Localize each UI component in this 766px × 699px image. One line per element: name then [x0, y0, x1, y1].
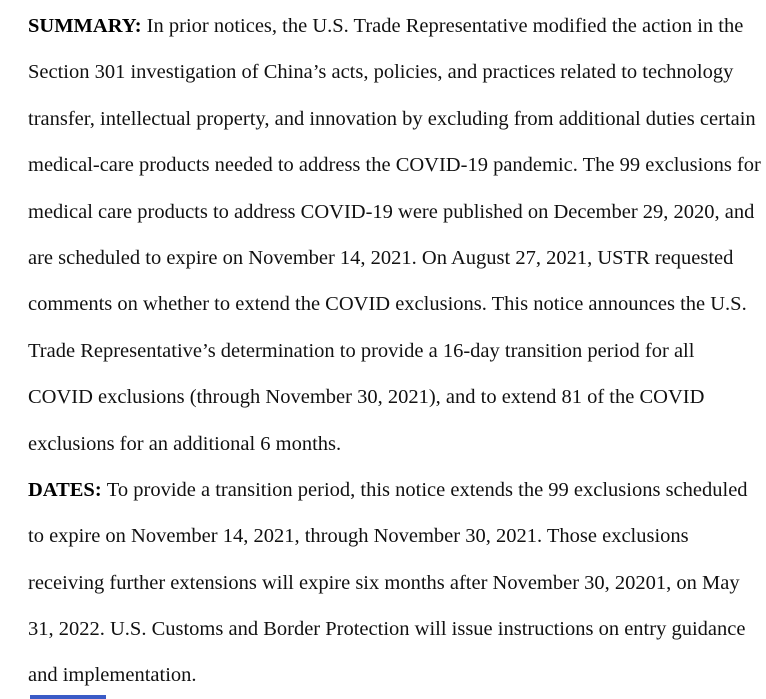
document-line: Section 301 investigation of China’s acts, policies, and practices related to technology: [28, 61, 734, 84]
document-line: medical-care products needed to address the COVID-19 pandemic. The 99 exclusions for: [28, 154, 761, 177]
summary-line-text: In prior notices, the U.S. Trade Representative modified the action in the: [146, 15, 744, 37]
document-line: medical care products to address COVID-19 were published on December 29, 2020, and: [28, 200, 755, 223]
document-line: Trade Representative’s determination to provide a 16-day transition period for all: [28, 339, 695, 362]
document-line: COVID exclusions (through November 30, 2021), and to extend 81 of the COVID: [28, 386, 705, 409]
document-line: [28, 3, 744, 49]
dates-label: DATES:: [28, 478, 102, 501]
document-line: comments on whether to extend the COVID exclusions. This notice announces the U.S.: [28, 293, 747, 316]
document-line: are scheduled to expire on November 14, 2021. On August 27, 2021, USTR requested: [28, 246, 734, 269]
document-line: [28, 467, 748, 513]
document-line: exclusions for an additional 6 months.: [28, 432, 342, 455]
document-line: and implementation.: [28, 664, 197, 687]
document-line: receiving further extensions will expire six months after November 30, 20201, on May: [28, 571, 740, 594]
document-line: transfer, intellectual property, and innovation by excluding from additional duties certain: [28, 107, 756, 130]
clipped-hyperlink-top-edge[interactable]: [30, 695, 106, 699]
document-line: to expire on November 14, 2021, through November 30, 2021. Those exclusions: [28, 525, 689, 548]
document-line: 31, 2022. U.S. Customs and Border Protection will issue instructions on entry guidance: [28, 618, 746, 641]
dates-line-text: To provide a transition period, this notice extends the 99 exclusions scheduled: [106, 478, 748, 501]
summary-paragraph: [28, 3, 761, 467]
summary-label: SUMMARY:: [28, 15, 142, 37]
dates-paragraph: [28, 467, 748, 699]
